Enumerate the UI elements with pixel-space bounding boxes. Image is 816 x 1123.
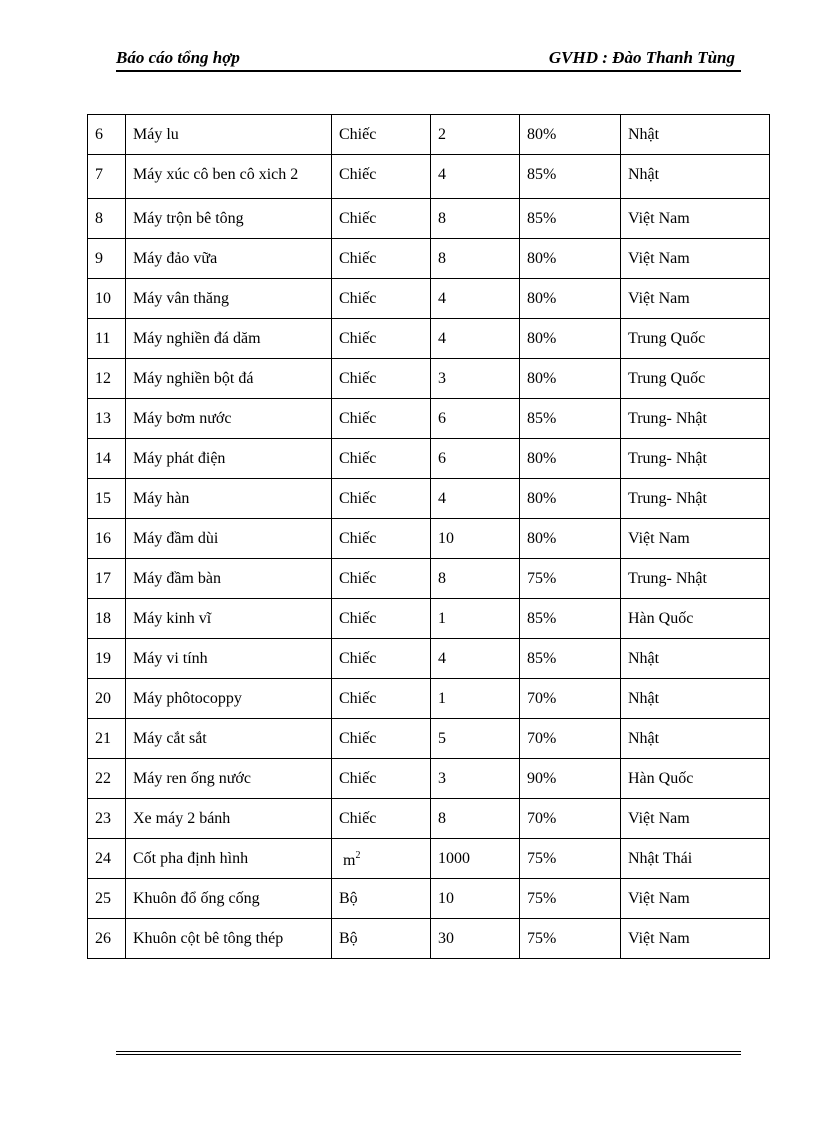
origin-cell	[621, 399, 770, 439]
equipment-name-cell	[126, 319, 332, 359]
quantity: 1	[438, 689, 446, 707]
unit-cell	[332, 879, 431, 919]
origin: Hàn Quốc	[628, 609, 694, 627]
quality-percent: 70%	[527, 689, 557, 707]
origin: Trung Quốc	[628, 369, 706, 387]
origin: Nhật	[628, 125, 660, 143]
equipment-name: Máy nghiền đá dăm	[133, 329, 261, 347]
equipment-name: Cốt pha định hình	[133, 849, 249, 867]
quantity-cell	[431, 599, 520, 639]
equipment-name: Máy vân thăng	[133, 289, 229, 307]
quantity: 8	[438, 209, 446, 227]
unit-cell	[332, 519, 431, 559]
origin: Hàn Quốc	[628, 769, 694, 787]
quality-percent: 85%	[527, 609, 557, 627]
quality-percent: 85%	[527, 409, 557, 427]
table-row	[88, 879, 770, 919]
row-number: 25	[95, 889, 111, 907]
unit: Chiếc	[339, 609, 377, 627]
equipment-name: Máy bơm nước	[133, 409, 232, 427]
row-number-cell	[88, 879, 126, 919]
quantity: 3	[438, 369, 446, 387]
row-number-cell	[88, 759, 126, 799]
origin-cell	[621, 919, 770, 959]
origin-cell	[621, 879, 770, 919]
origin: Trung- Nhật	[628, 409, 707, 427]
row-number: 20	[95, 689, 111, 707]
quality-percent-cell	[520, 919, 621, 959]
unit-cell	[332, 279, 431, 319]
quantity: 10	[438, 889, 454, 907]
unit: Chiếc	[339, 449, 377, 467]
table-row	[88, 439, 770, 479]
row-number: 7	[95, 166, 103, 183]
equipment-name-cell	[126, 719, 332, 759]
unit-cell	[332, 319, 431, 359]
equipment-name-cell	[126, 359, 332, 399]
quality-percent-cell	[520, 399, 621, 439]
table-row	[88, 479, 770, 519]
quantity: 4	[438, 649, 446, 667]
quantity: 4	[438, 289, 446, 307]
unit: Chiếc	[339, 689, 377, 707]
quantity-cell	[431, 479, 520, 519]
unit: Chiếc	[339, 209, 377, 227]
origin: Việt Nam	[628, 889, 690, 907]
quantity: 4	[438, 489, 446, 507]
table-row	[88, 319, 770, 359]
unit: Bộ	[339, 889, 358, 907]
equipment-table-body	[88, 115, 770, 959]
origin-cell	[621, 155, 770, 199]
row-number-cell	[88, 359, 126, 399]
origin-cell	[621, 359, 770, 399]
quantity-cell	[431, 199, 520, 239]
quantity-cell	[431, 839, 520, 879]
unit: Chiếc	[339, 769, 377, 787]
unit-cell	[332, 799, 431, 839]
report-title: Báo cáo tổng hợp	[116, 48, 240, 67]
quality-percent: 80%	[527, 489, 557, 507]
row-number-cell	[88, 439, 126, 479]
quality-percent: 85%	[527, 209, 557, 227]
equipment-name-cell	[126, 279, 332, 319]
equipment-name: Máy phôtocoppy	[133, 689, 242, 707]
unit: Chiếc	[339, 249, 377, 267]
unit-cell	[332, 155, 431, 199]
page-header	[116, 46, 741, 72]
quality-percent-cell	[520, 559, 621, 599]
quality-percent-cell	[520, 679, 621, 719]
row-number-cell	[88, 239, 126, 279]
quantity: 6	[438, 409, 446, 427]
row-number-cell	[88, 599, 126, 639]
quantity-cell	[431, 399, 520, 439]
equipment-name-cell	[126, 799, 332, 839]
quantity: 2	[438, 125, 446, 143]
quantity: 30	[438, 929, 454, 947]
row-number-cell	[88, 479, 126, 519]
origin: Việt Nam	[628, 249, 690, 267]
row-number: 10	[95, 289, 111, 307]
quality-percent-cell	[520, 799, 621, 839]
row-number: 18	[95, 609, 111, 627]
quality-percent: 85%	[527, 649, 557, 667]
origin: Nhật	[628, 166, 660, 183]
table-row	[88, 799, 770, 839]
origin: Nhật	[628, 729, 660, 747]
row-number: 13	[95, 409, 111, 427]
quality-percent-cell	[520, 519, 621, 559]
equipment-name-cell	[126, 519, 332, 559]
row-number: 22	[95, 769, 111, 787]
quantity-cell	[431, 155, 520, 199]
quantity: 8	[438, 809, 446, 827]
row-number: 11	[95, 329, 111, 347]
quantity: 3	[438, 769, 446, 787]
quantity-cell	[431, 319, 520, 359]
table-row	[88, 155, 770, 199]
equipment-name-cell	[126, 439, 332, 479]
unit: Bộ	[339, 929, 358, 947]
quality-percent-cell	[520, 239, 621, 279]
equipment-name: Máy đầm dùi	[133, 529, 219, 547]
quality-percent-cell	[520, 155, 621, 199]
quantity-cell	[431, 799, 520, 839]
equipment-name: Máy nghiền bột đá	[133, 369, 254, 387]
origin: Nhật	[628, 649, 660, 667]
unit-cell	[332, 839, 431, 879]
row-number: 9	[95, 249, 103, 267]
table-row	[88, 279, 770, 319]
origin: Việt Nam	[628, 529, 690, 547]
quality-percent-cell	[520, 479, 621, 519]
quantity-cell	[431, 359, 520, 399]
quantity: 4	[438, 329, 446, 347]
origin-cell	[621, 599, 770, 639]
quantity: 1	[438, 609, 446, 627]
quality-percent-cell	[520, 759, 621, 799]
unit-superscript: 2	[355, 850, 361, 862]
origin-cell	[621, 115, 770, 155]
quantity: 4	[438, 166, 446, 183]
unit: Chiếc	[339, 489, 377, 507]
row-number-cell	[88, 919, 126, 959]
equipment-name-cell	[126, 479, 332, 519]
quantity: 8	[438, 569, 446, 587]
quantity-cell	[431, 239, 520, 279]
quality-percent: 75%	[527, 849, 557, 867]
unit: Chiếc	[339, 649, 377, 667]
equipment-name-cell	[126, 239, 332, 279]
table-row	[88, 599, 770, 639]
quality-percent: 80%	[527, 369, 557, 387]
row-number-cell	[88, 799, 126, 839]
equipment-name-cell	[126, 399, 332, 439]
equipment-name: Máy phát điện	[133, 449, 226, 467]
unit-cell	[332, 919, 431, 959]
row-number-cell	[88, 279, 126, 319]
row-number: 15	[95, 489, 111, 507]
unit: Chiếc	[339, 125, 377, 143]
quantity-cell	[431, 559, 520, 599]
quality-percent: 80%	[527, 529, 557, 547]
origin: Nhật	[628, 689, 660, 707]
origin: Việt Nam	[628, 929, 690, 947]
quantity-cell	[431, 719, 520, 759]
row-number-cell	[88, 719, 126, 759]
row-number: 8	[95, 209, 103, 227]
unit-cell	[332, 239, 431, 279]
quality-percent: 80%	[527, 449, 557, 467]
table-row	[88, 359, 770, 399]
quality-percent: 70%	[527, 729, 557, 747]
quality-percent: 80%	[527, 125, 557, 143]
table-row	[88, 399, 770, 439]
origin-cell	[621, 839, 770, 879]
quantity-cell	[431, 679, 520, 719]
quality-percent: 85%	[527, 166, 557, 183]
quantity-cell	[431, 759, 520, 799]
row-number: 26	[95, 929, 111, 947]
origin-cell	[621, 439, 770, 479]
row-number-cell	[88, 319, 126, 359]
quality-percent: 75%	[527, 929, 557, 947]
equipment-name: Xe máy 2 bánh	[133, 809, 231, 827]
quality-percent: 75%	[527, 889, 557, 907]
origin-cell	[621, 679, 770, 719]
equipment-name: Máy lu	[133, 125, 179, 143]
origin-cell	[621, 279, 770, 319]
unit-cell	[332, 719, 431, 759]
equipment-name-cell	[126, 839, 332, 879]
table-row	[88, 919, 770, 959]
equipment-name-cell	[126, 679, 332, 719]
footer-rule	[116, 1051, 741, 1055]
origin: Trung Quốc	[628, 329, 706, 347]
equipment-name: Máy xúc cô ben cô xich 2	[133, 166, 299, 183]
equipment-name-cell	[126, 559, 332, 599]
quantity-cell	[431, 279, 520, 319]
quality-percent-cell	[520, 115, 621, 155]
unit-cell	[332, 639, 431, 679]
equipment-name: Khuôn cột bê tông thép	[133, 929, 284, 947]
origin: Việt Nam	[628, 809, 690, 827]
quality-percent: 75%	[527, 569, 557, 587]
unit: Chiếc	[339, 729, 377, 747]
unit: Chiếc	[339, 329, 377, 347]
row-number-cell	[88, 199, 126, 239]
quality-percent-cell	[520, 719, 621, 759]
origin-cell	[621, 719, 770, 759]
unit-cell	[332, 115, 431, 155]
unit-cell	[332, 359, 431, 399]
quantity-cell	[431, 519, 520, 559]
quality-percent-cell	[520, 439, 621, 479]
row-number: 12	[95, 369, 111, 387]
unit-cell	[332, 759, 431, 799]
quality-percent: 90%	[527, 769, 557, 787]
row-number-cell	[88, 839, 126, 879]
unit-cell	[332, 679, 431, 719]
equipment-name-cell	[126, 599, 332, 639]
quality-percent: 70%	[527, 809, 557, 827]
table-row	[88, 759, 770, 799]
equipment-name-cell	[126, 199, 332, 239]
origin-cell	[621, 199, 770, 239]
equipment-name-cell	[126, 879, 332, 919]
quantity: 1000	[438, 849, 470, 867]
unit: Chiếc	[339, 409, 377, 427]
origin: Việt Nam	[628, 289, 690, 307]
origin-cell	[621, 559, 770, 599]
unit: m	[343, 851, 356, 869]
origin: Nhật Thái	[628, 849, 693, 867]
unit: Chiếc	[339, 289, 377, 307]
unit-cell	[332, 399, 431, 439]
quantity-cell	[431, 639, 520, 679]
quality-percent-cell	[520, 199, 621, 239]
quantity-cell	[431, 919, 520, 959]
quantity-cell	[431, 115, 520, 155]
unit: Chiếc	[339, 166, 377, 183]
row-number: 14	[95, 449, 111, 467]
origin-cell	[621, 799, 770, 839]
row-number: 17	[95, 569, 111, 587]
row-number: 6	[95, 125, 103, 143]
table-row	[88, 519, 770, 559]
equipment-name: Máy vi tính	[133, 649, 208, 667]
unit-cell	[332, 559, 431, 599]
unit: Chiếc	[339, 529, 377, 547]
equipment-name: Khuôn đổ ống cống	[133, 889, 260, 907]
row-number-cell	[88, 155, 126, 199]
equipment-name: Máy ren ống nước	[133, 769, 251, 787]
row-number: 23	[95, 809, 111, 827]
row-number: 24	[95, 849, 111, 867]
unit-cell	[332, 479, 431, 519]
equipment-name: Máy đảo vữa	[133, 249, 218, 267]
quality-percent-cell	[520, 639, 621, 679]
origin-cell	[621, 759, 770, 799]
quantity-cell	[431, 439, 520, 479]
quality-percent: 80%	[527, 289, 557, 307]
equipment-name-cell	[126, 115, 332, 155]
row-number-cell	[88, 679, 126, 719]
equipment-name-cell	[126, 759, 332, 799]
origin-cell	[621, 479, 770, 519]
table-row	[88, 559, 770, 599]
header-rule	[116, 70, 741, 72]
quality-percent: 80%	[527, 249, 557, 267]
unit-cell	[332, 439, 431, 479]
origin-cell	[621, 639, 770, 679]
unit: Chiếc	[339, 369, 377, 387]
table-row	[88, 639, 770, 679]
quality-percent-cell	[520, 839, 621, 879]
equipment-name-cell	[126, 155, 332, 199]
equipment-name: Máy kinh vĩ	[133, 609, 212, 627]
row-number: 21	[95, 729, 111, 747]
quality-percent: 80%	[527, 329, 557, 347]
table-row	[88, 199, 770, 239]
quantity: 10	[438, 529, 454, 547]
origin-cell	[621, 319, 770, 359]
quality-percent-cell	[520, 279, 621, 319]
origin: Trung- Nhật	[628, 449, 707, 467]
origin: Việt Nam	[628, 209, 690, 227]
row-number: 16	[95, 529, 111, 547]
table-row	[88, 679, 770, 719]
quality-percent-cell	[520, 359, 621, 399]
quantity: 5	[438, 729, 446, 747]
origin-cell	[621, 239, 770, 279]
row-number-cell	[88, 399, 126, 439]
row-number-cell	[88, 115, 126, 155]
origin-cell	[621, 519, 770, 559]
table-row	[88, 719, 770, 759]
supervisor-label: GVHD : Đào Thanh Tùng	[548, 48, 735, 67]
equipment-name-cell	[126, 919, 332, 959]
unit: Chiếc	[339, 569, 377, 587]
unit: Chiếc	[339, 809, 377, 827]
table-row	[88, 839, 770, 879]
unit-cell	[332, 599, 431, 639]
table-row	[88, 115, 770, 155]
quality-percent-cell	[520, 319, 621, 359]
equipment-name: Máy trộn bê tông	[133, 209, 244, 227]
row-number: 19	[95, 649, 111, 667]
equipment-name: Máy hàn	[133, 489, 190, 507]
quantity: 6	[438, 449, 446, 467]
quantity: 8	[438, 249, 446, 267]
origin: Trung- Nhật	[628, 489, 707, 507]
equipment-table	[87, 114, 770, 959]
origin: Trung- Nhật	[628, 569, 707, 587]
row-number-cell	[88, 639, 126, 679]
row-number-cell	[88, 559, 126, 599]
quality-percent-cell	[520, 879, 621, 919]
equipment-name: Máy cắt sắt	[133, 729, 207, 747]
equipment-name-cell	[126, 639, 332, 679]
quantity-cell	[431, 879, 520, 919]
row-number-cell	[88, 519, 126, 559]
table-row	[88, 239, 770, 279]
quality-percent-cell	[520, 599, 621, 639]
unit-cell	[332, 199, 431, 239]
equipment-name: Máy đầm bàn	[133, 569, 221, 587]
